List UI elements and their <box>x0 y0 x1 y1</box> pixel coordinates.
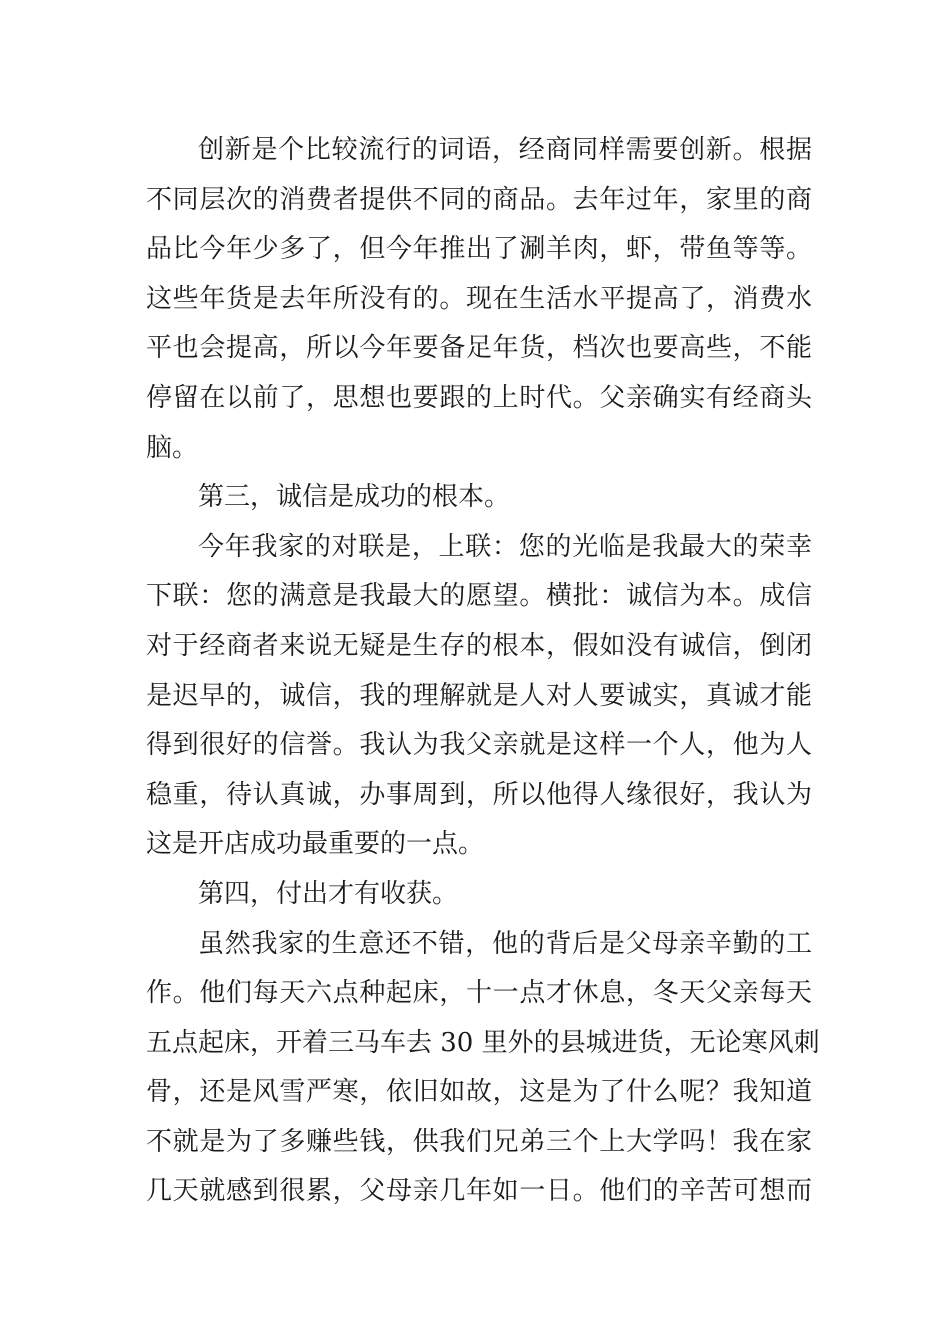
text-line: 下联：您的满意是我最大的愿望。横批：诚信为本。成信 <box>146 581 812 612</box>
text-line: 停留在以前了，思想也要跟的上时代。父亲确实有经商头 <box>146 382 812 413</box>
text-line: 这些年货是去年所没有的。现在生活水平提高了，消费水 <box>146 283 812 314</box>
text-line: 创新是个比较流行的词语，经商同样需要创新。根据 <box>198 135 812 165</box>
text-line: 骨，还是风雪严寒，依旧如故，这是为了什么呢？我知道 <box>146 1077 812 1108</box>
text-line: 是迟早的，诚信，我的理解就是人对人要诚实，真诚才能 <box>146 680 812 711</box>
text-line: 对于经商者来说无疑是生存的根本，假如没有诚信，倒闭 <box>146 630 812 661</box>
text-line: 五点起床，开着三马车去 30 里外的县城进货，无论寒风刺 <box>146 1027 820 1058</box>
text-line: 虽然我家的生意还不错，他的背后是父母亲辛勤的工 <box>198 928 812 959</box>
text-line: 品比今年少多了，但今年推出了涮羊肉，虾，带鱼等等。 <box>146 234 812 265</box>
text-line: 脑。 <box>146 432 199 463</box>
text-line: 几天就感到很累，父母亲几年如一日。他们的辛苦可想而 <box>146 1176 812 1207</box>
text-line: 不就是为了多赚些钱，供我们兄弟三个上大学吗！我在家 <box>146 1126 812 1157</box>
text-line: 稳重，待认真诚，办事周到，所以他得人缘很好，我认为 <box>146 779 812 810</box>
text-line: 第三，诚信是成功的根本。 <box>198 482 511 513</box>
text-line: 作。他们每天六点种起床，十一点才休息，冬天父亲每天 <box>146 978 812 1009</box>
text-line: 平也会提高，所以今年要备足年货，档次也要高些，不能 <box>146 333 812 364</box>
text-line: 第四，付出才有收获。 <box>198 878 459 909</box>
text-line: 这是开店成功最重要的一点。 <box>146 829 485 860</box>
text-line: 今年我家的对联是，上联：您的光临是我最大的荣幸 <box>198 531 812 562</box>
body-text <box>146 126 820 1217</box>
text-line: 不同层次的消费者提供不同的商品。去年过年，家里的商 <box>146 184 812 215</box>
text-line: 得到很好的信誉。我认为我父亲就是这样一个人，他为人 <box>146 730 812 761</box>
